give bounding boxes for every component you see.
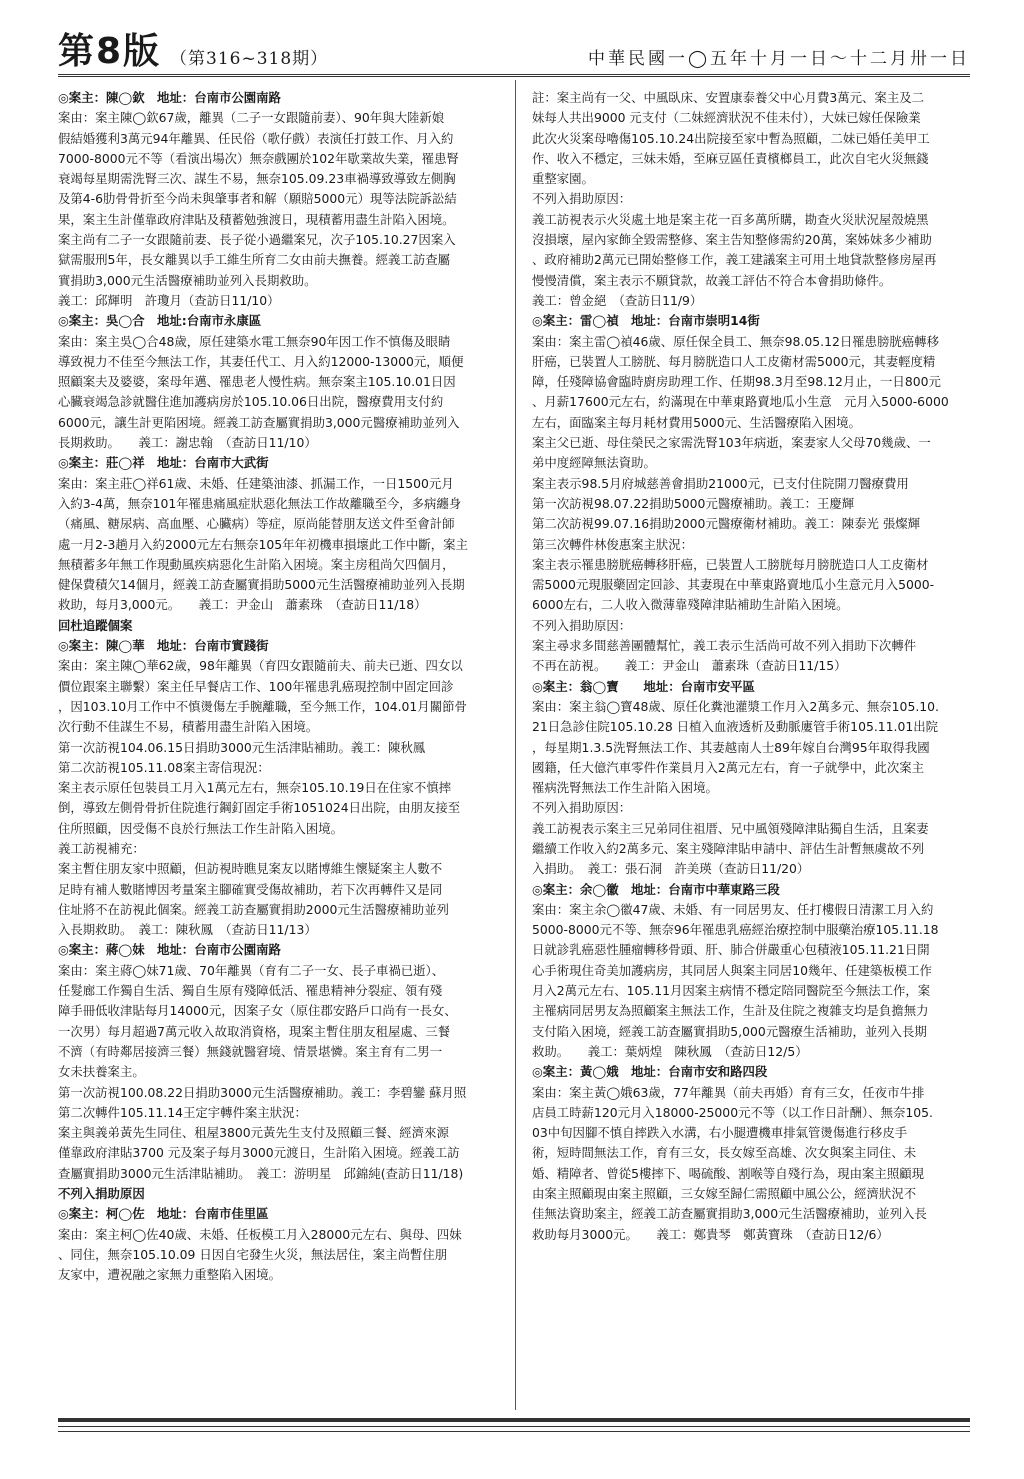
case-heading: ◎案主：余◯徽 地址：台南市中華東路三段 xyxy=(532,881,780,897)
text-line: 僅靠政府津貼3700 元及案子每月3000元渡日，生計陷入困境。經義工訪 xyxy=(58,1145,460,1161)
text-line: 義工訪視表示案主三兄弟同住祖厝、兄中風領殘障津貼獨自生活，且案妻 xyxy=(532,820,929,836)
left-column xyxy=(58,88,498,1286)
text-line: 6000元，讓生計更陷困境。經義工訪查屬實捐助3,000元醫療補助並列入 xyxy=(58,414,460,430)
text-line: 不再在訪視。 義工：尹金山 蕭素珠（查訪日11/15） xyxy=(532,658,847,674)
text-line: 案由：案主陳◯欽67歲，離異（二子一女跟隨前妻）、90年與大陸新娘 xyxy=(58,110,445,126)
text-line: 案由：案主黃◯娥63歲，77年離異（前夫再婚）育有三女，任夜市牛排 xyxy=(532,1084,925,1100)
text-line: 不列入捐助原因： xyxy=(532,191,632,207)
section-heading: 回杜追蹤個案 xyxy=(58,617,133,633)
section-heading: 不列入捐助原因 xyxy=(58,1186,145,1202)
text-line: 假結婚獲利3萬元94年離異、任民俗（歌仔戲）表演任打鼓工作、月入約 xyxy=(58,130,454,146)
text-line: 第二次訪視99.07.16捐助2000元醫療衛材補助。義工：陳泰光 張燦輝 xyxy=(532,516,921,532)
text-line: 佳無法資助案主，經義工訪查屬實捐助3,000元生活醫療補助，並列入長 xyxy=(532,1206,927,1222)
text-line: 第一次訪視100.08.22日捐助3000元生活醫療補助。義工：李碧鑾 蘇月照 xyxy=(58,1084,467,1100)
text-line: 不列入捐助原因： xyxy=(532,617,632,633)
text-line: 案主尚有二子一女跟隨前妻、長子從小過繼案兄，次子105.10.27因案入 xyxy=(58,232,456,248)
text-line: 慢慢清償，案主表示不願貸款，故義工評估不符合本會捐助條件。 xyxy=(532,272,892,288)
text-line: 心手術現住奇美加護病房，其同居人與案主同居10幾年、任建築板模工作 xyxy=(532,962,932,978)
text-line: 足時有補人數賭博因考量案主腳確實受傷故補助，若下次再轉件又是同 xyxy=(58,881,443,897)
text-line: 5000-8000元不等、無奈96年罹患乳癌經治療控制中服藥治療105.11.18 xyxy=(532,922,939,938)
text-line: 障手冊低收津貼每月14000元，因案子女（原住郡安路戶口尚有一長女、 xyxy=(58,1003,457,1019)
text-line: 主罹病同居男友為照顧案主無法工作，生計及住院之複雜支均是負擔無力 xyxy=(532,1003,929,1019)
page-number-badge: 第8版 xyxy=(58,31,162,72)
text-line: 不列入捐助原因： xyxy=(532,800,632,816)
text-line: 案由：案主翁◯寶48歲、原任化糞池灌漿工作月入2萬多元、無奈105.10. xyxy=(532,698,939,714)
text-line: 案主表示98.5月府城慈善會捐助21000元，已支付住院開刀醫療費用 xyxy=(532,475,909,491)
text-line: 案由：案主陳◯華62歲，98年離異（育四女跟隨前夫、前夫已逝、四女以 xyxy=(58,658,463,674)
text-line: 肝癌，已裝置人工膀胱、每月膀胱造口人工皮衛材需5000元，其妻輕度精 xyxy=(532,353,936,369)
issue-range: （第316~318期） xyxy=(170,49,329,69)
text-line: 作、收入不穩定，三妹未婚，至麻豆區任責檳榔員工，此次自宅火災無錢 xyxy=(532,150,929,166)
text-line: 救助，每月3,000元。 義工：尹金山 蕭素珠 （查訪日11/18） xyxy=(58,597,427,613)
right-column xyxy=(532,88,970,1245)
text-line: 03中旬因腳不慎自摔跌入水溝，右小腿遭機車排氣管燙傷進行移皮手 xyxy=(532,1125,908,1141)
page-header xyxy=(58,30,970,74)
text-line: 第一次訪視104.06.15日捐助3000元生活津貼補助。義工：陳秋鳳 xyxy=(58,739,426,755)
text-line: 案主尋求多間慈善團體幫忙，義工表示生活尚可故不列入捐助下次轉件 xyxy=(532,638,917,654)
text-line: 註：案主尚有一父、中風臥床、安置康泰養父中心月費3萬元、案主及二 xyxy=(532,90,924,105)
text-line: 案主父已逝、母住榮民之家需洗腎103年病逝，案妻家人父母70幾歲、一 xyxy=(532,435,931,451)
text-line: 及第4-6肋骨骨折至今尚未與肇事者和解（願賠5000元）現等法院訴訟結 xyxy=(58,191,457,207)
text-line: 長期救助。 義工：謝忠翰 （查訪日11/10） xyxy=(58,435,317,451)
text-line: 義工訪視補充： xyxy=(58,840,145,856)
text-line: 7000-8000元不等（看演出場次）無奈戲團於102年歇業故失業，罹患腎 xyxy=(58,150,459,166)
text-line: 、月薪17600元左右，約滿現在中華東路賣地瓜小生意 元月入5000-6000 xyxy=(532,394,949,410)
text-line: 案主與義弟黃先生同住、租屋3800元黃先生支付及照顧三餐、經濟來源 xyxy=(58,1125,449,1141)
text-line: 一次男）每月超過7萬元收入故取消資格，現案主暫住朋友租屋處、三餐 xyxy=(58,1023,450,1039)
text-line: 住址將不在訪視此個案。經義工訪查屬實捐助2000元生活醫療補助並列 xyxy=(58,901,449,917)
text-line: 第二次訪視105.11.08案主寄信現況： xyxy=(58,759,270,775)
text-line: 由案主照顧現由案主照顧，三女嫁至歸仁需照顧中風公公，經濟狀況不 xyxy=(532,1186,917,1202)
text-line: 罹病洗腎無法工作生計陷入困境。 xyxy=(532,780,718,796)
text-line: ，因103.10月工作中不慎燙傷左手腕離職，至今無工作，104.01月關節骨 xyxy=(58,698,467,714)
text-line: 倒，導致左側骨骨折住院進行鋼釘固定手術1051024日出院，由朋友接至 xyxy=(58,800,461,816)
text-line: 入長期救助。 義工：陳秋鳳 （查訪日11/13） xyxy=(58,922,317,938)
text-line: 6000左右，二人收入微薄靠殘障津貼補助生計陷入困境。 xyxy=(532,597,849,613)
text-line: 、政府補助2萬元已開始整修工作，義工建議案主可用土地貸款整修房屋再 xyxy=(532,252,937,268)
text-line: 、同住，無奈105.10.09 日因自宅發生火災，無法居住，案主尚暫住朋 xyxy=(58,1246,448,1262)
text-line: 21日急診住院105.10.28 日植入血液透析及動脈廔管手術105.11.01出院 xyxy=(532,719,939,735)
text-line: 無積蓄多年無工作現動風疾病惡化生計陷入困境。案主房租尚欠四個月， xyxy=(58,556,455,572)
text-line: 案由：案主蔣◯妹71歲、70年離異（育有二子一女、長子車禍已逝）、 xyxy=(58,962,445,978)
text-line: 案主表示原任包裝員工月入1萬元左右，無奈105.10.19日在住家不慎摔 xyxy=(58,780,452,796)
text-line: 弟中度經障無法資助。 xyxy=(532,455,656,471)
text-line: 案由：案主柯◯佐40歲、未婚、任板模工月入28000元左右、與母、四妹 xyxy=(58,1226,462,1242)
text-line: 店員工時薪120元月入18000-25000元不等（以工作日計酬）、無奈105. xyxy=(532,1104,933,1120)
text-line: 第二次轉件105.11.14王定宇轉件案主狀況： xyxy=(58,1104,307,1120)
case-heading: ◎案主：黃◯娥 地址：台南市安和路四段 xyxy=(532,1064,768,1080)
text-line: 獄需服刑5年，長女離異以手工維生所育二女由前夫撫養。經義工訪查屬 xyxy=(58,252,450,268)
text-line: 義工：曾金絕 （查訪日11/9） xyxy=(532,292,703,308)
text-line: 案由：案主吳◯合48歲，原任建築水電工無奈90年因工作不慎傷及眼睛 xyxy=(58,333,451,349)
text-line: 次行動不佳謀生不易，積蓄用盡生計陷入困境。 xyxy=(58,719,319,735)
case-heading: ◎案主：莊◯祥 地址：台南市大武街 xyxy=(58,455,269,471)
case-heading: ◎案主：陳◯欽 地址：台南市公園南路 xyxy=(58,90,281,105)
text-line: 義工訪視表示火災處土地是案主花一百多萬所購，勘查火災狀況屋殼燒黑 xyxy=(532,211,929,227)
text-line: 繼續工作收入約2萬多元、案主殘障津貼申請中、評估生計暫無虞故不列 xyxy=(532,840,924,856)
text-line: ，每星期1.3.5洗腎無法工作、其妻越南人士89年嫁自台灣95年取得我國 xyxy=(532,739,930,755)
text-line: 案由：案主余◯徽47歲、未婚、有一同居男友、任打樓假日清潔工月入約 xyxy=(532,901,934,917)
header-rule xyxy=(58,74,970,77)
text-line: 導致視力不佳至今無法工作，其妻任代工、月入約12000-13000元，順便 xyxy=(58,353,464,369)
case-heading: ◎案主：陳◯華 地址：台南市實踐街 xyxy=(58,638,269,654)
text-line: 實捐助3,000元生活醫療補助並列入長期救助。 xyxy=(58,272,317,288)
text-line: 沒損壞，屋內家飾全毀需整修、案主告知整修需約20萬，案姊妹多少補助 xyxy=(532,232,932,248)
text-line: 此次火災案母嚕傷105.10.24出院接至家中暫為照顧，二妹已婚任美甲工 xyxy=(532,130,930,146)
text-line: 救助。 義工：葉炳煌 陳秋鳳 （查訪日12/5） xyxy=(532,1043,808,1059)
text-line: 女未扶養案主。 xyxy=(58,1064,145,1080)
column-divider xyxy=(515,80,516,1410)
text-line: 入捐助。 義工：張石洞 許美瑛（查訪日11/20） xyxy=(532,861,810,877)
text-line: 重整家園。 xyxy=(532,171,594,187)
text-line: 照顧案夫及婆婆，案母年邁、罹患老人慢性病。無奈案主105.10.01日因 xyxy=(58,374,456,390)
text-line: 入約3-4萬，無奈101年罹患痛風症狀惡化無法工作故離職至今，多病纏身 xyxy=(58,495,462,511)
text-line: 健保費積欠14個月，經義工訪查屬實捐助5000元生活醫療補助並列入長期 xyxy=(58,577,465,593)
text-line: 心臟衰竭急診就醫住進加護病房於105.10.06日出院，醫療費用支付約 xyxy=(58,394,444,410)
publication-date: 中華民國一◯五年十月一日～十二月卅一日 xyxy=(587,49,970,69)
text-line: 左右，面臨案主每月耗材費用5000元、生活醫療陷入困境。 xyxy=(532,414,861,430)
text-line: 住所照顧，因受傷不良於行無法工作生計陷入困境。 xyxy=(58,820,343,836)
text-line: 第三次轉件林俊惠案主狀況： xyxy=(532,536,694,552)
case-heading: ◎案主：蔣◯妹 地址：台南市公園南路 xyxy=(58,942,281,958)
text-line: 支付陷入困境，經義工訪查屬實捐助5,000元醫療生活補助，並列入長期 xyxy=(532,1023,927,1039)
text-line: 查屬實捐助3000元生活津貼補助。 義工：游明星 邱錦純(查訪日11/18) xyxy=(58,1165,464,1181)
text-line: 案主暫住朋友家中照顧，但訪視時瞧見案友以賭博維生懷疑案主人數不 xyxy=(58,861,443,877)
case-heading: ◎案主：柯◯佐 地址：台南市佳里區 xyxy=(58,1206,269,1222)
text-line: 案由：案主雷◯禎46歲、原任保全員工、無奈98.05.12日罹患膀胱癌轉移 xyxy=(532,333,939,349)
text-line: 果，案主生計僅靠政府津貼及積蓄勉強渡日，現積蓄用盡生計陷入困境。 xyxy=(58,211,455,227)
text-line: 需5000元現服藥固定回診、其妻現在中華東路賣地瓜小生意元月入5000- xyxy=(532,577,935,593)
case-heading: ◎案主：吳◯合 地址:台南市永康區 xyxy=(58,313,262,329)
text-line: 案由：案主莊◯祥61歲、未婚、任建築油漆、抓漏工作，一日1500元月 xyxy=(58,475,454,491)
text-line: 友家中，遭祝融之家無力重整陷入困境。 xyxy=(58,1267,282,1283)
footer-rule-thin-2 xyxy=(58,1431,970,1432)
text-line: 救助每月3000元。 義工：鄭貴琴 鄭黃寶珠 （查訪日12/6） xyxy=(532,1226,889,1242)
text-line: 不濟（有時鄰居接濟三餐）無錢就醫窘境、情景堪憐。案主育有二男一 xyxy=(58,1043,443,1059)
case-heading: ◎案主：雷◯禎 地址：台南市崇明14街 xyxy=(532,313,760,329)
case-heading: ◎案主：翁◯寶 地址：台南市安平區 xyxy=(532,678,755,694)
text-line: 價位跟案主聯繫）案主任早餐店工作、100年罹患乳癌現控制中固定回診 xyxy=(58,678,454,694)
text-line: 處一月2-3趟月入約2000元左右無奈105年年初機車損壞此工作中斷，案主 xyxy=(58,536,468,552)
text-line: 術，短時間無法工作，育有三女，長女嫁至高雄、次女與案主同住、未 xyxy=(532,1145,917,1161)
text-line: 婚、精障者、曾從5樓摔下、喝硫酸、割喉等自殘行為，現由案主照顧現 xyxy=(532,1165,924,1181)
footer-rule-thick xyxy=(58,1418,970,1422)
text-line: 義工：邱輝明 許瓊月（查訪日11/10） xyxy=(58,292,280,308)
text-line: 日就診乳癌惡性腫瘤轉移骨頭、肝、肺合併嚴重心包積液105.11.21日開 xyxy=(532,942,930,958)
text-line: 國籍，任大億汽車零件作業員月入2萬元左右，育一子就學中，此次案主 xyxy=(532,759,924,775)
footer-rule-thin xyxy=(58,1426,970,1427)
text-line: 障，任殘障協會臨時廚房助理工作、任期98.3月至98.12月止，一日800元 xyxy=(532,374,941,390)
text-line: （痛風、糖尿病、高血壓、心臟病）等症，原尚能替朋友送文件至會計師 xyxy=(58,516,455,532)
text-line: 月入2萬元左右、105.11月因案主病情不穩定陪同醫院至今無法工作，案 xyxy=(532,983,931,999)
text-line: 妹每人共出9000 元支付（二妹經濟狀況不佳未付），大妹已嫁任保險業 xyxy=(532,110,921,126)
text-line: 案主表示罹患膀胱癌轉移肝癌，已裝置人工膀胱每月膀胱造口人工皮衛材 xyxy=(532,556,929,572)
text-line: 任髮廊工作獨自生活、獨自生原有殘障低活、罹患精神分裂症、領有殘 xyxy=(58,983,443,999)
text-line: 第一次訪視98.07.22捐助5000元醫療補助。義工：王慶輝 xyxy=(532,495,855,511)
text-line: 衰竭每星期需洗腎三次、謀生不易，無奈105.09.23車禍導致導致左側胸 xyxy=(58,171,456,187)
